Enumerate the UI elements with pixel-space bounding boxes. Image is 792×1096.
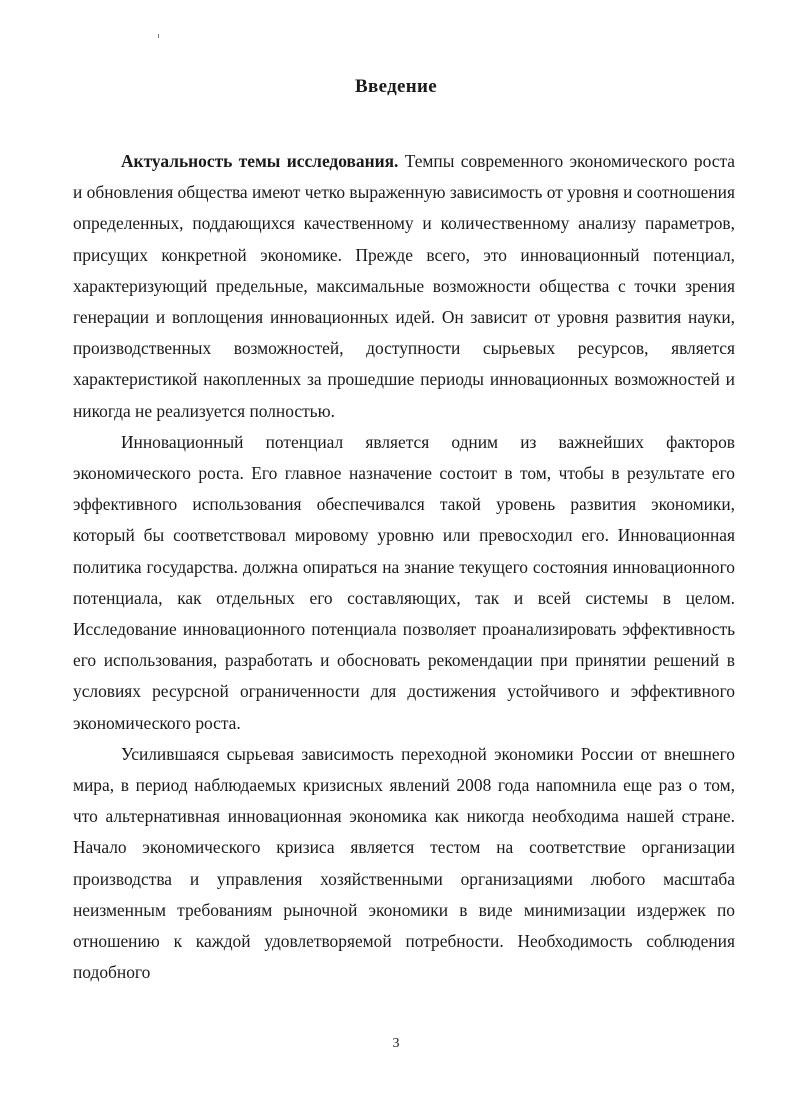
paragraph-text: Усилившаяся сырьевая зависимость переходной экономики России от внешнего мира, в период наблюдаемых кризисных явлений 2008 года напомнила еще раз о том, что альтернативная инновационная экономика как никогда необходима нашей стране. Начало экономического кризиса является тестом на соответствие организации производства и управления хозяйственными организациями любого масштаба неизменным требованиям рыночной экономики в виде минимизации издержек по отношению к каждой удовлетворяемой потребности. Необходимость соблюдения подобного — [73, 743, 735, 983]
paragraph-lead: Актуальность темы исследования. — [121, 151, 399, 171]
page-title: Введение — [355, 76, 437, 97]
paragraph-resource-dependence — [73, 739, 735, 989]
scan-speck — [158, 34, 159, 38]
page-number: 3 — [392, 1036, 400, 1051]
document-body — [73, 146, 735, 988]
paragraph-relevance — [73, 146, 735, 427]
paragraph-text: Инновационный потенциал является одним из важнейших факторов экономического роста. Его главное назначение состоит в том, чтобы в результате его эффективного использования обеспечивался такой уровень развития экономики, который бы соответствовал мировому уровню или превосходил его. Инновационная политика государства. должна опираться на знание текущего состояния инновационного потенциала, как отдельных его составляющих, так и всей системы в целом. Исследование инновационного потенциала позволяет проанализировать эффективность его использования, разработать и обосновать рекомендации при принятии решений в условиях ресурсной ограниченности для достижения устойчивого и эффективного экономического роста. — [73, 431, 735, 733]
paragraph-innovation-potential — [73, 427, 735, 739]
paragraph-text: Темпы современного экономического роста и обновления общества имеют четко выраженную зависимость от уровня и соотношения определенных, поддающихся качественному и количественному анализу параметров, присущих конкретной экономике. Прежде всего, это инновационный потенциал, характеризующий предельные, максимальные возможности общества с точки зрения генерации и воплощения инновационных идей. Он зависит от уровня развития науки, производственных возможностей, доступности сырьевых ресурсов, является характеристикой накопленных за прошедшие периоды инновационных возможностей и никогда не реализуется полностью. — [73, 151, 735, 421]
